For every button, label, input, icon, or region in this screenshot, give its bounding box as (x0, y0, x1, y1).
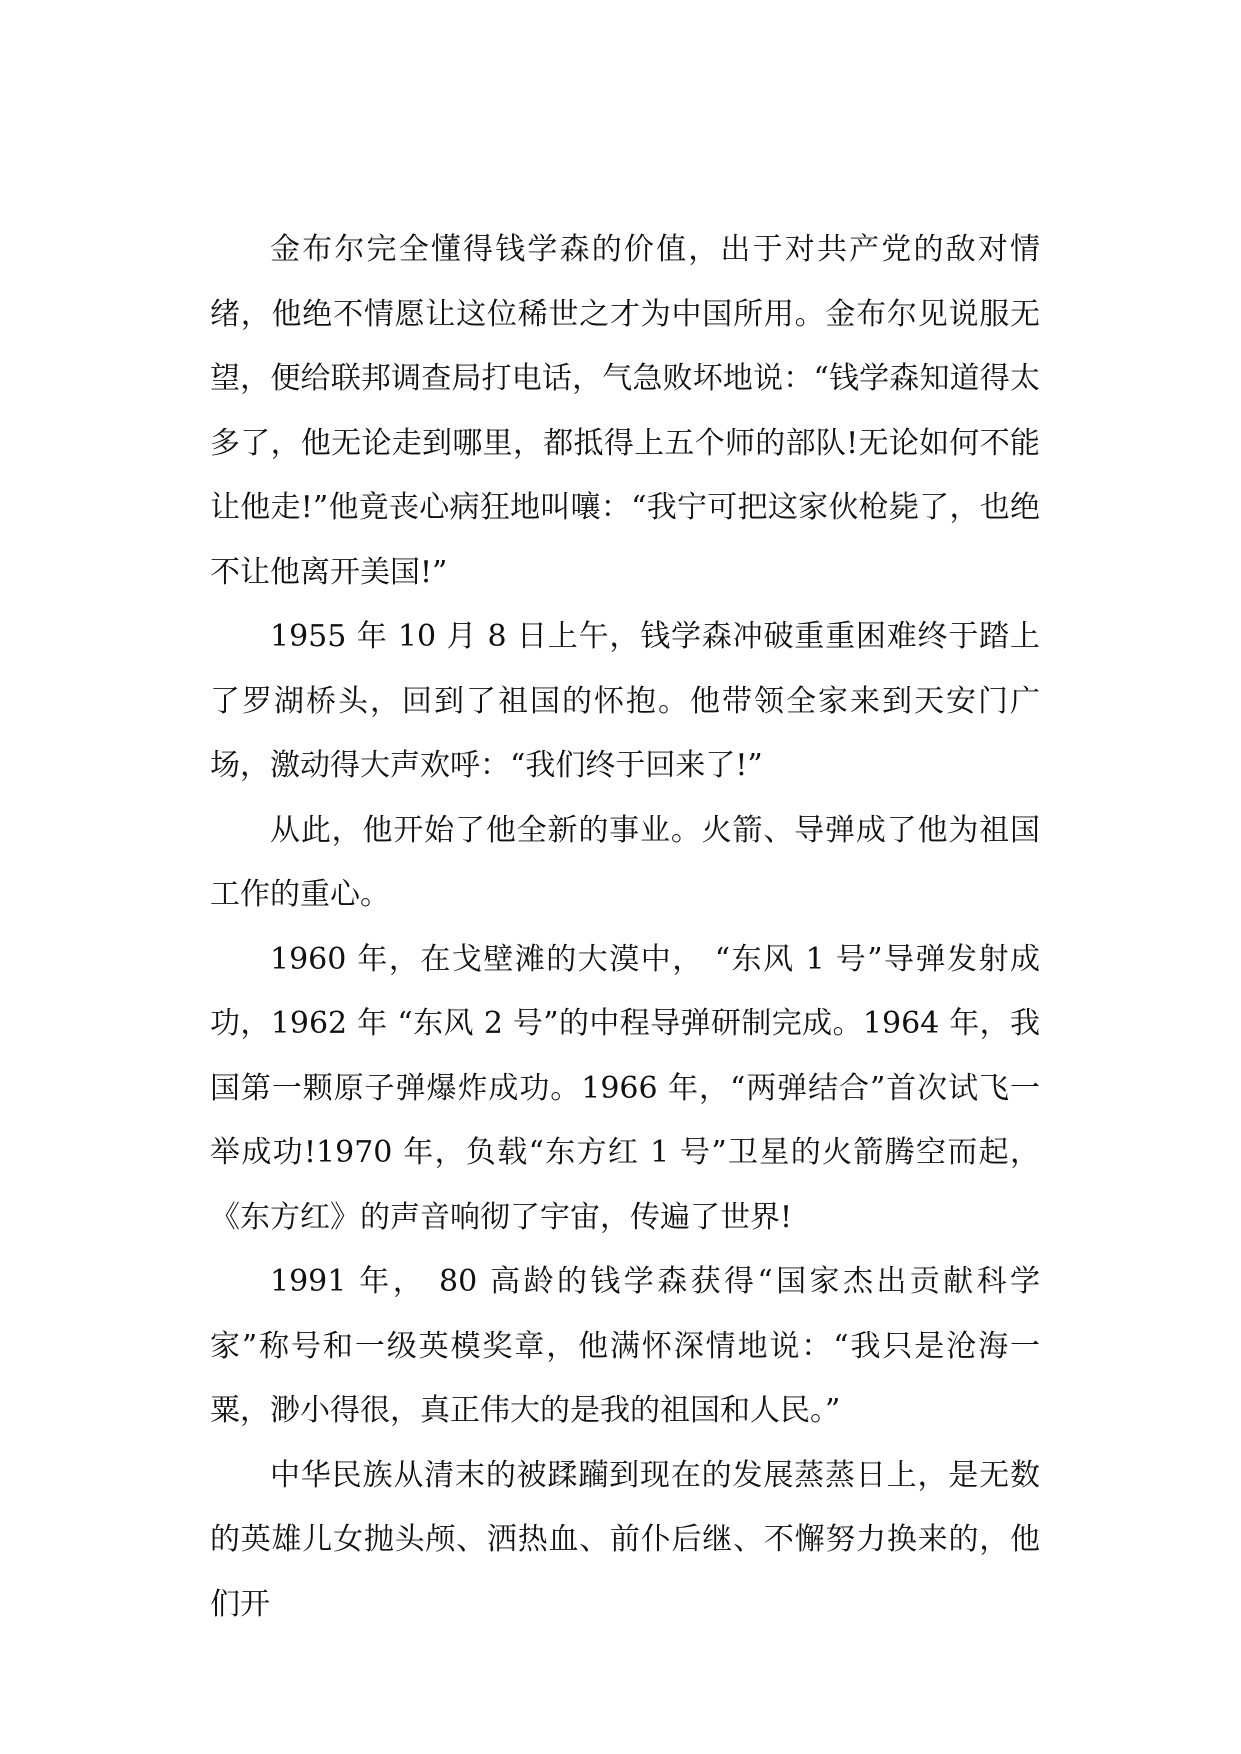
paragraph-6: 中华民族从清末的被蹂躏到现在的发展蒸蒸日上，是无数的英雄儿女抛头颅、洒热血、前仆后继、不懈努力换来的，他们开 (210, 1457, 1040, 1622)
paragraph-4: 1960 年，在戈壁滩的大漠中， “东风 1 号”导弹发射成功，1962 年 “东风 2 号”的中程导弹研制完成。1964 年，我国第一颗原子弹爆炸成功。1966 年，“两弹结合”首次试飞一举成功!1970 年，负载“东方红 1 号”卫星的火箭腾空而起，《东方红》的声音响彻了宇宙，传遍了世界! (210, 941, 1040, 1235)
paragraph-3: 从此，他开始了他全新的事业。火箭、导弹成了他为祖国工作的重心。 (210, 812, 1040, 912)
paragraph-5: 1991 年， 80 高龄的钱学森获得“国家杰出贡献科学家”称号和一级英模奖章，他满怀深情地说：“我只是沧海一粟，渺小得很，真正伟大的是我的祖国和人民。” (210, 1264, 1040, 1428)
paragraph-2: 1955 年 10 月 8 日上午，钱学森冲破重重困难终于踏上了罗湖桥头，回到了祖国的怀抱。他带领全家来到天安门广场，激动得大声欢呼：“我们终于回来了!” (210, 619, 1040, 783)
document-body (210, 218, 1040, 1637)
paragraph-1: 金布尔完全懂得钱学森的价值，出于对共产党的敌对情绪，他绝不情愿让这位稀世之才为中国所用。金布尔见说服无望，便给联邦调查局打电话，气急败坏地说：“钱学森知道得太多了，他无论走到哪里，都抵得上五个师的部队!无论如何不能让他走!”他竟丧心病狂地叫嚷：“我宁可把这家伙枪毙了，也绝不让他离开美国!” (210, 232, 1040, 590)
